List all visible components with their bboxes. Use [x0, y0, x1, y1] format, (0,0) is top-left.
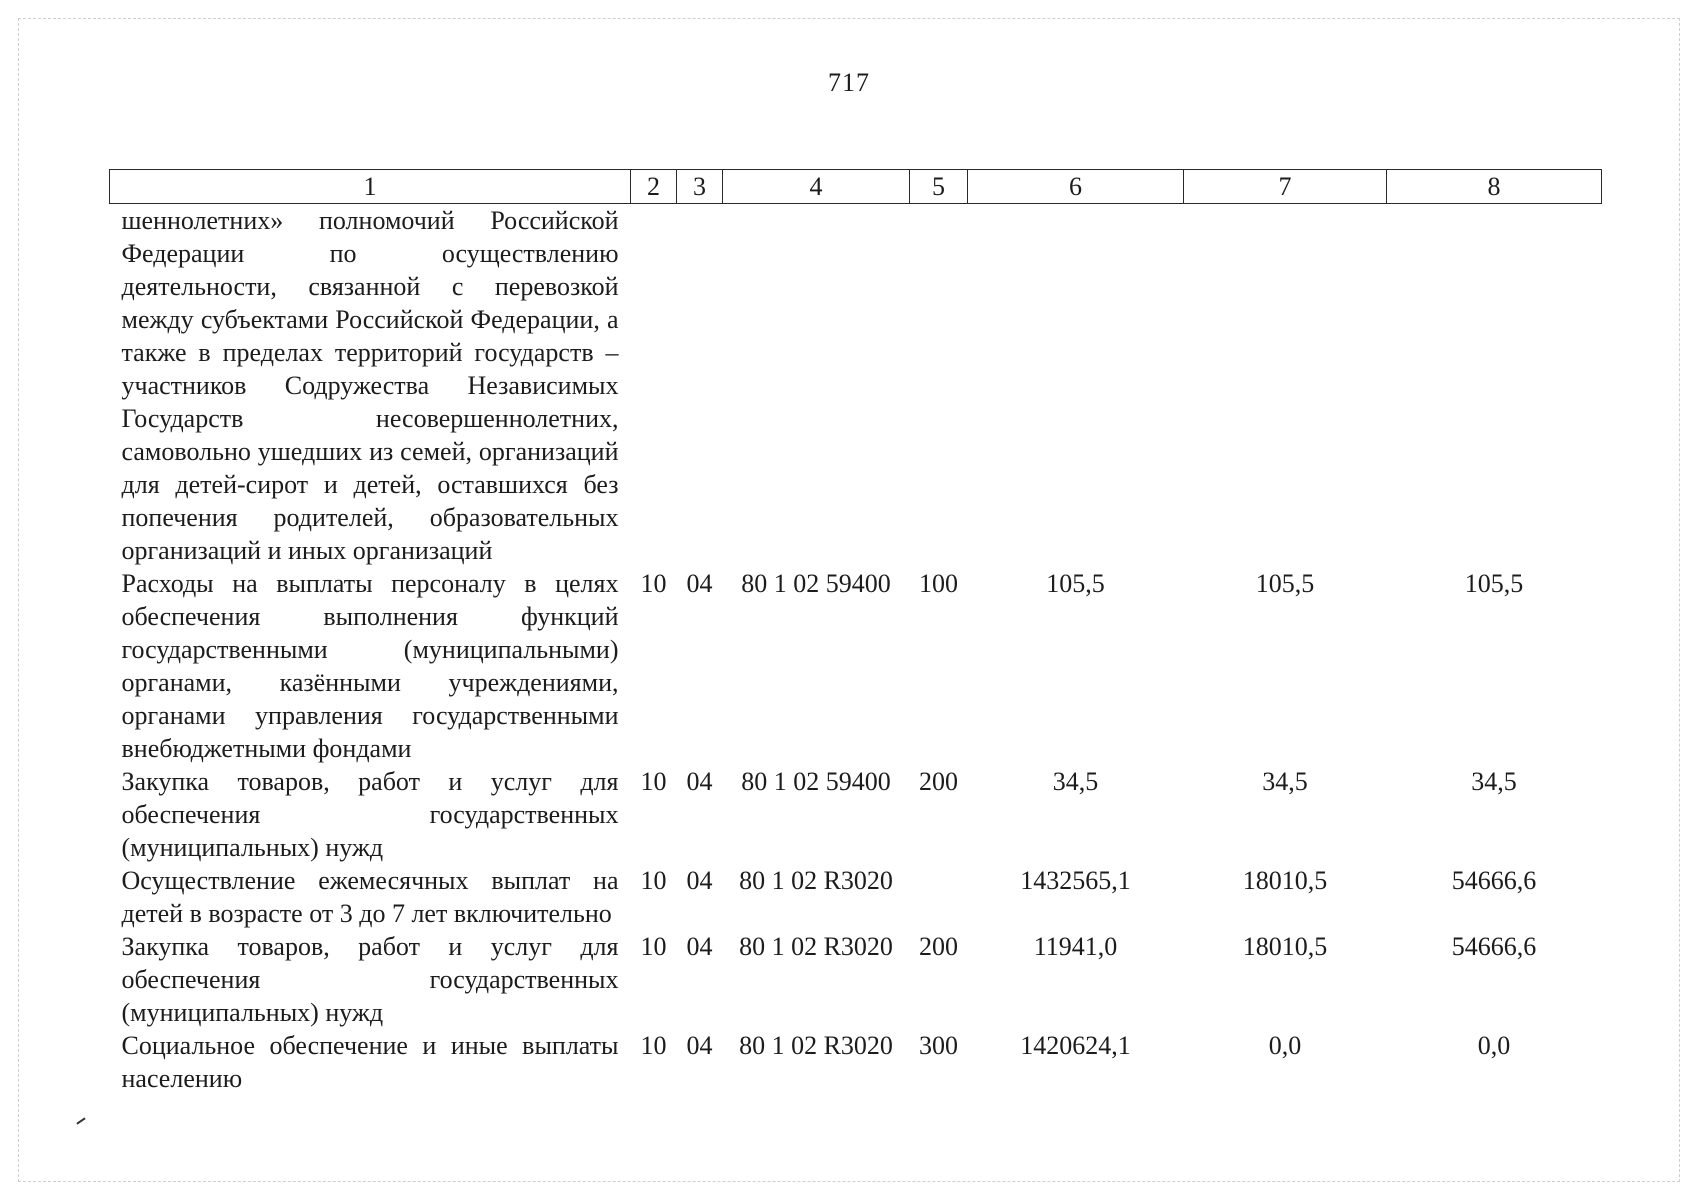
- table-row: [110, 204, 1602, 568]
- table-row: [110, 765, 1602, 864]
- row-section: 10: [640, 767, 667, 796]
- row-amount-col7: 18010,5: [1242, 932, 1328, 961]
- table-row: [110, 567, 1602, 765]
- row-expense-type: [910, 204, 968, 568]
- row-description: Осуществление ежемесячных выплат на детей в возрасте от 3 до 7 лет включительно: [121, 866, 619, 928]
- table-row: [110, 864, 1602, 930]
- row-description: Закупка товаров, работ и услуг для обеспечения государственных (муниципальных) нужд: [121, 932, 619, 1027]
- row-expense-type: 200: [919, 932, 958, 961]
- row-amount-col8: 105,5: [1464, 569, 1524, 598]
- header-col-8: 8: [1387, 170, 1602, 204]
- row-amount-col7: 18010,5: [1242, 866, 1328, 895]
- table-row: [110, 1029, 1602, 1095]
- table-row: [110, 930, 1602, 1029]
- row-amount-col8: 34,5: [1471, 767, 1517, 796]
- header-col-1: 1: [110, 170, 631, 204]
- row-amount-col7: 0,0: [1268, 1031, 1302, 1060]
- page-number: 717: [828, 68, 870, 97]
- row-target-code: 80 1 02 R3020: [739, 866, 893, 895]
- row-description: шеннолетних» полномочий Российской Федерации по осуществлению деятельности, связанной с перевозкой между субъектами Российской Федерации, а также в пределах территорий государств – участников Содружества Независимых Государств несовершеннолетних, самовольно ушедших из семей, организаций для детей-сирот и детей, оставшихся без попечения родителей, образовательных организаций и иных организаций: [121, 206, 619, 565]
- row-amount-col8: 54666,6: [1451, 932, 1537, 961]
- row-amount-col6: [968, 204, 1184, 568]
- header-row: [110, 170, 1602, 204]
- table-body: [110, 204, 1602, 1096]
- header-col-5: 5: [910, 170, 968, 204]
- row-amount-col7: [1184, 204, 1387, 568]
- row-section: 10: [640, 569, 667, 598]
- row-description: Расходы на выплаты персоналу в целях обеспечения выполнения функций государственными (муниципальными) органами, казёнными учреждениями, органами управления государственными внебюджетными фондами: [121, 569, 619, 763]
- row-subsection: 04: [686, 569, 713, 598]
- row-target-code: 80 1 02 R3020: [739, 932, 893, 961]
- header-col-4: 4: [723, 170, 910, 204]
- row-description: Социальное обеспечение и иные выплаты населению: [121, 1031, 619, 1093]
- header-col-2: 2: [631, 170, 677, 204]
- row-subsection: 04: [686, 1031, 713, 1060]
- row-amount-col8: 0,0: [1477, 1031, 1511, 1060]
- row-expense-type: 100: [919, 569, 958, 598]
- row-amount-col6: 1420624,1: [1020, 1031, 1131, 1060]
- row-amount-col7: 105,5: [1255, 569, 1315, 598]
- row-target-code: [723, 204, 910, 568]
- row-expense-type: 300: [919, 1031, 958, 1060]
- row-subsection: 04: [686, 866, 713, 895]
- row-target-code: 80 1 02 59400: [741, 569, 891, 598]
- row-expense-type: [910, 864, 968, 930]
- header-col-7: 7: [1184, 170, 1387, 204]
- row-subsection: [677, 204, 723, 568]
- header-col-6: 6: [968, 170, 1184, 204]
- row-amount-col6: 11941,0: [1033, 932, 1118, 961]
- row-amount-col8: [1387, 204, 1602, 568]
- row-section: 10: [640, 866, 667, 895]
- budget-table: [109, 169, 1602, 1095]
- row-subsection: 04: [686, 932, 713, 961]
- row-amount-col8: 54666,6: [1451, 866, 1537, 895]
- row-amount-col6: 34,5: [1052, 767, 1099, 796]
- row-target-code: 80 1 02 59400: [741, 767, 891, 796]
- row-expense-type: 200: [919, 767, 958, 796]
- row-amount-col6: 105,5: [1046, 569, 1105, 598]
- header-col-3: 3: [677, 170, 723, 204]
- row-amount-col7: 34,5: [1262, 767, 1308, 796]
- row-section: 10: [640, 1031, 667, 1060]
- row-target-code: 80 1 02 R3020: [739, 1031, 893, 1060]
- row-amount-col6: 1432565,1: [1020, 866, 1131, 895]
- row-subsection: 04: [686, 767, 713, 796]
- row-section: [631, 204, 677, 568]
- row-section: 10: [640, 932, 667, 961]
- table-header: [110, 170, 1602, 204]
- row-description: Закупка товаров, работ и услуг для обеспечения государственных (муниципальных) нужд: [121, 767, 619, 862]
